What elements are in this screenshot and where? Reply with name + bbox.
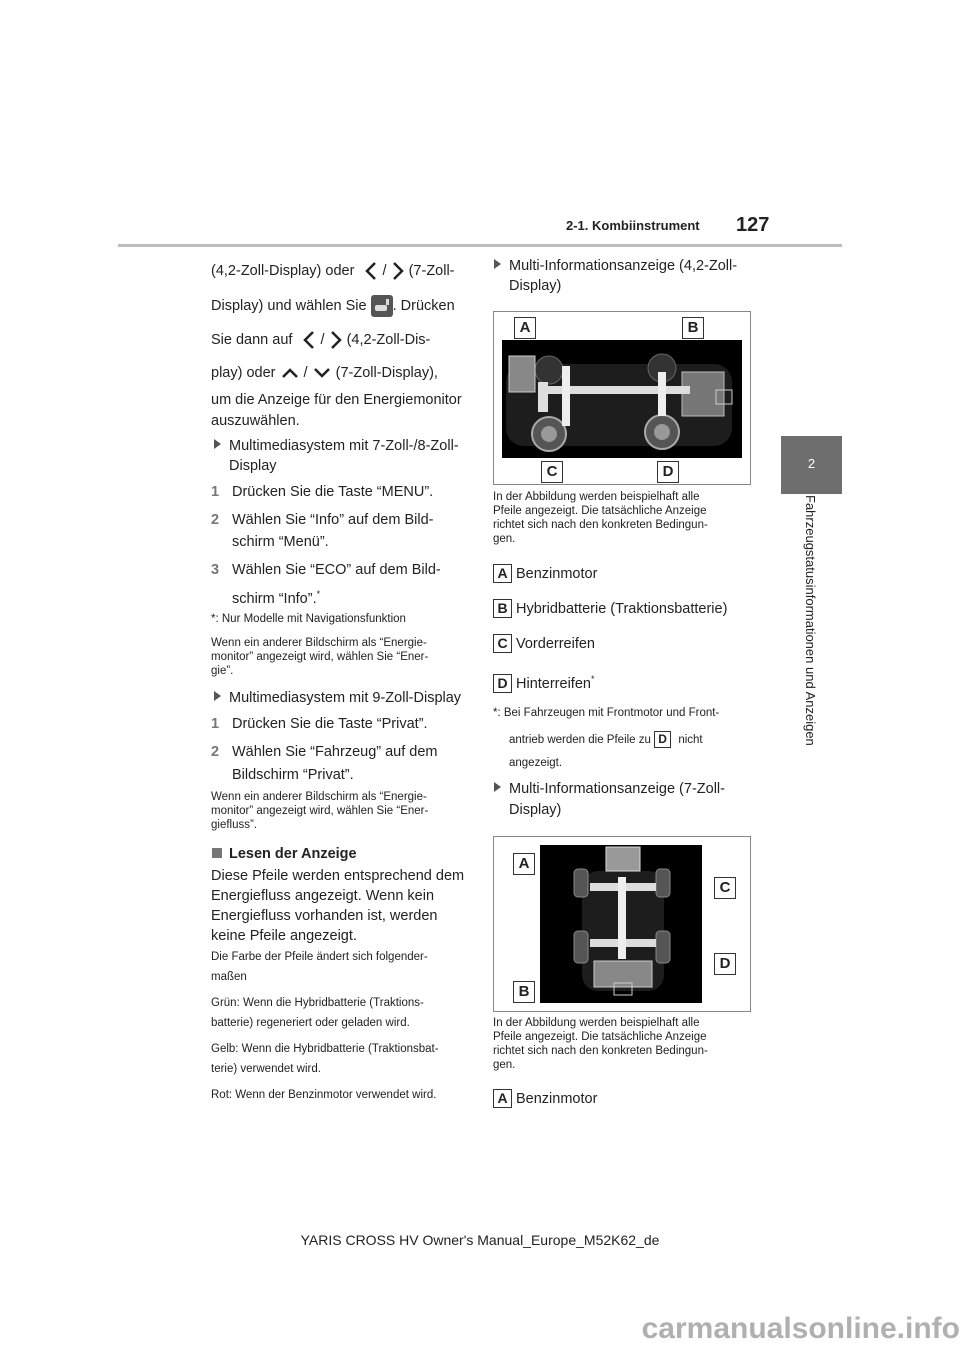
watermark: carmanualsonline.info: [641, 1312, 960, 1345]
color-yellow-1: Gelb: Wenn die Hybridbatterie (Traktionsbat-: [211, 1043, 439, 1055]
figure-2-callout-a: A: [513, 853, 535, 875]
display-heading-2-cont: Display): [509, 802, 562, 818]
intro-line-4: play) oder / (7-Zoll-Display),: [211, 365, 438, 381]
intro-line-2: Display) und wählen Sie . Drücken: [211, 292, 471, 320]
page-number: 127: [736, 214, 770, 236]
system-heading-2: Multimediasystem mit 9-Zoll-Display: [214, 686, 461, 710]
note-2-line-3: giefluss”.: [211, 819, 258, 831]
step-2: 2 Wählen Sie “Info” auf dem Bild-: [211, 512, 434, 528]
legend-1-b: B Hybridbatterie (Traktionsbatterie): [493, 597, 727, 621]
color-green-2: batterie) regeneriert oder geladen wird.: [211, 1017, 410, 1029]
figure-1-caption-1: In der Abbildung werden beispielhaft alle: [493, 491, 700, 503]
chevron-up-icon: [280, 366, 300, 380]
legend-1-c: C Vorderreifen: [493, 632, 595, 656]
step-2-cont: schirm “Menü”.: [232, 534, 329, 550]
section-heading: Lesen der Anzeige: [212, 842, 357, 866]
display-heading-2: Multi-Informationsanzeige (7-Zoll-: [494, 777, 725, 801]
intro-line-3: Sie dann auf / (4,2-Zoll-Dis-: [211, 326, 471, 354]
figure-2-caption-2: Pfeile angezeigt. Die tatsächliche Anzeige: [493, 1031, 707, 1043]
footnote-2-line-1: *: Bei Fahrzeugen mit Frontmotor und Front-: [493, 707, 720, 719]
triangle-bullet-icon: [494, 259, 501, 269]
intro-line-6: auszuwählen.: [211, 413, 300, 429]
figure-1-caption-2: Pfeile angezeigt. Die tatsächliche Anzeige: [493, 505, 707, 517]
square-bullet-icon: [212, 848, 222, 858]
step-1: 1 Drücken Sie die Taste “MENU”.: [211, 484, 434, 500]
intro-line-5: um die Anzeige für den Energiemonitor: [211, 392, 462, 408]
display-heading-1-cont: Display): [509, 278, 562, 294]
vehicle-info-icon: [371, 295, 393, 317]
intro-line-1: (4,2-Zoll-Display) oder / (7-Zoll-: [211, 257, 471, 285]
note-2-line-1: Wenn ein anderer Bildschirm als “Energie-: [211, 791, 427, 803]
figure-2-callout-c: C: [714, 877, 736, 899]
color-yellow-2: terie) verwendet wird.: [211, 1063, 321, 1075]
figure-2-caption-4: gen.: [493, 1059, 516, 1071]
step-2-1: 1 Drücken Sie die Taste “Privat”.: [211, 716, 428, 732]
body-line-3: Energiefluss vorhanden ist, werden: [211, 908, 438, 924]
figure-2-caption-1: In der Abbildung werden beispielhaft alle: [493, 1017, 700, 1029]
triangle-bullet-icon: [214, 691, 221, 701]
display-heading-1: Multi-Informationsanzeige (4,2-Zoll-: [494, 254, 737, 278]
chevron-down-icon: [312, 366, 332, 380]
body-line-2: Energiefluss angezeigt. Wenn kein: [211, 888, 435, 904]
legend-1-d: D Hinterreifen*: [493, 667, 594, 696]
note-1-line-1: Wenn ein anderer Bildschirm als “Energie-: [211, 637, 427, 649]
figure-1-caption-3: richtet sich nach den konkreten Bedingun-: [493, 519, 708, 531]
legend-2-a: A Benzinmotor: [493, 1087, 597, 1111]
figure-1-callout-b: B: [682, 317, 704, 339]
figure-2-callout-b: B: [513, 981, 535, 1003]
triangle-bullet-icon: [494, 782, 501, 792]
system-heading-1-cont: Display: [229, 458, 277, 474]
note-1-line-3: gie”.: [211, 665, 234, 677]
chevron-right-icon: [329, 329, 343, 351]
figure-1-callout-a: A: [514, 317, 536, 339]
figure-1-callout-d: D: [657, 461, 679, 483]
footnote-2-line-3: angezeigt.: [509, 757, 563, 769]
step-3-cont: schirm “Info”.*: [232, 589, 321, 607]
body-line-1: Diese Pfeile werden entsprechend dem: [211, 868, 465, 884]
figure-1-callout-c: C: [541, 461, 563, 483]
chapter-title: Fahrzeugstatusinformationen und Anzeigen: [803, 494, 818, 746]
figure-1-caption-4: gen.: [493, 533, 516, 545]
page-footer: YARIS CROSS HV Owner's Manual_Europe_M52K62_de: [300, 1232, 660, 1248]
body-line-4: keine Pfeile angezeigt.: [211, 928, 357, 944]
step-2-2-cont: Bildschirm “Privat”.: [232, 767, 354, 783]
footnote-2-line-2: antrieb werden die Pfeile zu D nicht: [509, 732, 703, 746]
triangle-bullet-icon: [214, 439, 221, 449]
footnote-navigation: *: Nur Modelle mit Navigationsfunktion: [211, 613, 406, 625]
color-red: Rot: Wenn der Benzinmotor verwendet wird.: [211, 1089, 437, 1101]
color-green-1: Grün: Wenn die Hybridbatterie (Traktions-: [211, 997, 424, 1009]
note-2-line-2: monitor” angezeigt wird, wählen Sie “Ener-: [211, 805, 429, 817]
system-heading-1: Multimediasystem mit 7-Zoll-/8-Zoll-: [214, 434, 459, 458]
chevron-right-icon: [391, 260, 405, 282]
chevron-left-icon: [302, 329, 316, 351]
section-title: 2-1. Kombiinstrument: [566, 218, 700, 233]
chapter-number: 2: [807, 456, 816, 471]
figure-2-caption-3: richtet sich nach den konkreten Bedingun-: [493, 1045, 708, 1057]
color-intro-2: maßen: [211, 971, 247, 983]
figure-2-callout-d: D: [714, 953, 736, 975]
header-rule: [118, 244, 842, 247]
energy-monitor-figure-2: [493, 836, 751, 1012]
legend-1-a: A Benzinmotor: [493, 562, 597, 586]
step-2-2: 2 Wählen Sie “Fahrzeug” auf dem: [211, 744, 438, 760]
note-1-line-2: monitor” angezeigt wird, wählen Sie “Ener-: [211, 651, 429, 663]
color-intro-1: Die Farbe der Pfeile ändert sich folgender-: [211, 951, 428, 963]
step-3: 3 Wählen Sie “ECO” auf dem Bild-: [211, 562, 441, 578]
energy-monitor-figure-1: [493, 311, 751, 485]
chevron-left-icon: [364, 260, 378, 282]
